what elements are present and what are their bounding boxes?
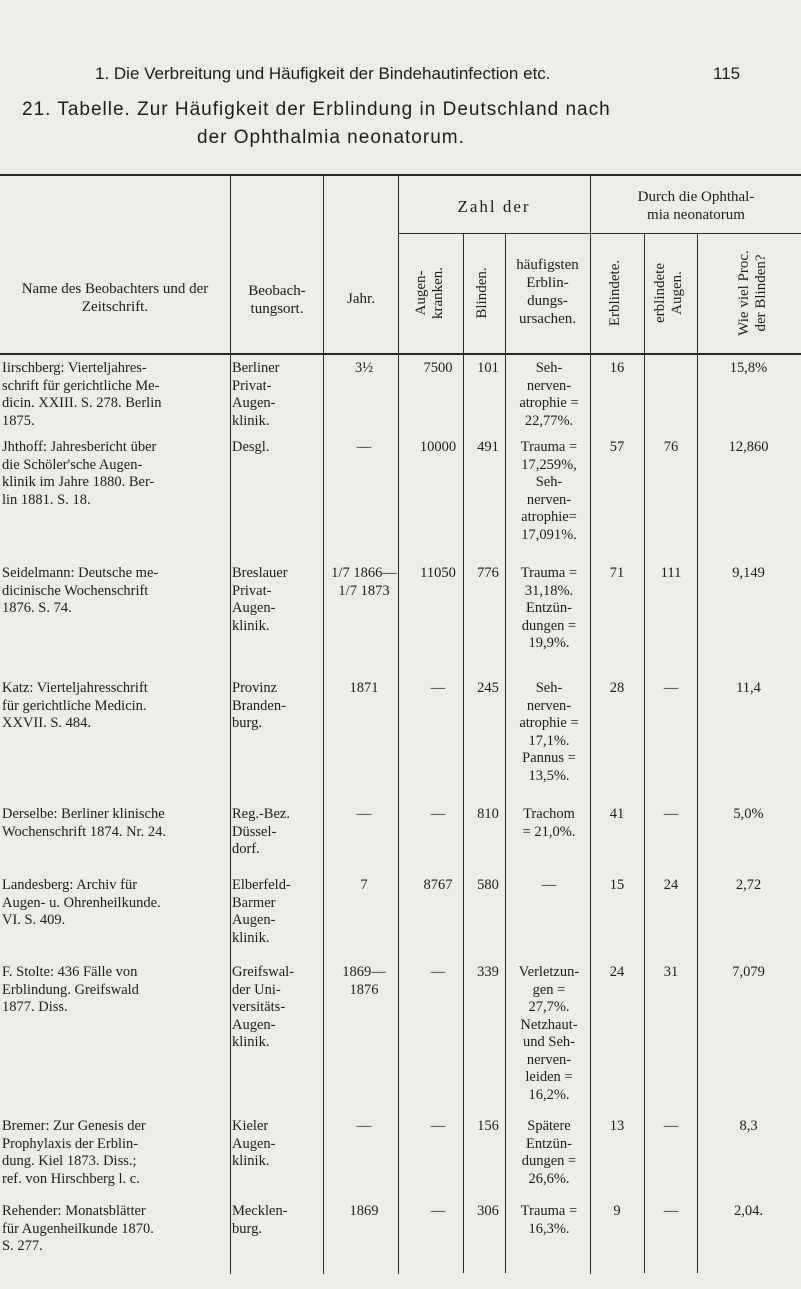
- vrule-2: [323, 174, 324, 1274]
- row-1-place: Berliner Privat- Augen- klinik.: [232, 360, 280, 429]
- header-prozent: Wie viel Proc. der Blinden?: [736, 250, 769, 336]
- row-6-cause: —: [541, 877, 557, 893]
- row-9-blinden: 306: [477, 1203, 499, 1219]
- row-8-year: —: [356, 1118, 372, 1134]
- row-8-kranken: —: [430, 1118, 446, 1134]
- row-9-erblindete: 9: [613, 1203, 621, 1219]
- row-8-prozent: 8,3: [739, 1118, 758, 1134]
- row-9-year: 1869: [349, 1203, 379, 1219]
- page-header: [0, 60, 801, 90]
- row-2-year: —: [356, 439, 372, 455]
- row-5-prozent: 5,0%: [733, 806, 764, 822]
- header-place: Beobach- tungsort.: [248, 283, 306, 317]
- row-4-name: Katz: Vierteljahresschrift für gerichtliche Medicin. XXVII. S. 484.: [2, 680, 148, 731]
- row-4-prozent: 11,4: [736, 680, 761, 696]
- row-1-name: Iirschberg: Vierteljahres- schrift für gerichtliche Me- dicin. XXIII. S. 278. Berlin 1875.: [2, 360, 162, 429]
- vrule-7: [644, 233, 645, 1273]
- caption-line-1: 21. Tabelle. Zur Häufigkeit der Erblindung in Deutschland nach: [22, 99, 611, 120]
- header-name: Name des Beobachters und der Zeitschrift.: [21, 281, 209, 315]
- row-3-year: 1/7 1866— 1/7 1873: [331, 565, 397, 599]
- row-2-name: Jhthoff: Jahresbericht über die Schöler'sche Augen- klinik im Jahre 1880. Ber- lin 1881. S. 18.: [2, 439, 157, 508]
- row-5-name: Derselbe: Berliner klinische Wochenschrift 1874. Nr. 24.: [2, 806, 166, 840]
- row-6-kranken: 8767: [423, 877, 453, 893]
- header-blinden: Blinden.: [474, 267, 490, 319]
- row-4-cause: Seh- nerven- atrophie = 17,1%. Pannus = 13,5%.: [519, 680, 579, 784]
- row-5-kranken: —: [430, 806, 446, 822]
- row-2-prozent: 12,860: [728, 439, 769, 455]
- row-3-cause: Trauma = 31,18%. Entzün- dungen = 19,9%.: [520, 565, 578, 651]
- row-3-place: Breslauer Privat- Augen- klinik.: [232, 565, 288, 634]
- row-5-place: Reg.-Bez. Düssel- dorf.: [232, 806, 290, 857]
- row-1-year: 3½: [354, 360, 374, 376]
- row-7-cause: Verletzun- gen = 27,7%. Netzhaut- und Seh- nerven- leiden = 16,2%.: [518, 964, 580, 1103]
- row-8-name: Bremer: Zur Genesis der Prophylaxis der Erblin- dung. Kiel 1873. Diss.; ref. von Hirschberg l. c.: [2, 1118, 146, 1187]
- row-2-blinden: 491: [477, 439, 499, 455]
- row-8-cause: Spätere Entzün- dungen = 26,6%.: [521, 1118, 577, 1187]
- header-erblindete-augen: erblindete Augen.: [652, 263, 685, 323]
- row-7-place: Greifswal- der Uni- versitäts- Augen- klinik.: [232, 964, 295, 1050]
- row-7-kranken: —: [430, 964, 446, 980]
- vrule-3: [398, 174, 399, 1274]
- row-9-cause: Trauma = 16,3%.: [520, 1203, 578, 1237]
- row-8-blinden: 156: [477, 1118, 499, 1134]
- row-7-blinden: 339: [477, 964, 499, 980]
- vrule-8: [697, 233, 698, 1273]
- rule-durch-sub: [590, 233, 801, 234]
- header-augenkranken: Augen- kranken.: [413, 266, 446, 320]
- row-6-blinden: 580: [477, 877, 499, 893]
- row-5-erblindete: 41: [609, 806, 625, 822]
- vrule-1: [230, 174, 231, 1274]
- row-6-name: Landesberg: Archiv für Augen- u. Ohrenheilkunde. VI. S. 409.: [2, 877, 161, 928]
- header-year: Jahr.: [347, 291, 375, 307]
- row-4-erblindete: 28: [609, 680, 625, 696]
- row-1-blinden: 101: [477, 360, 499, 376]
- row-4-place: Provinz Branden- burg.: [232, 680, 286, 731]
- row-9-kranken: —: [430, 1203, 446, 1219]
- row-2-kranken: 10000: [419, 439, 457, 455]
- row-2-cause: Trauma = 17,259%, Seh- nerven- atrophie= 17,091%.: [520, 439, 578, 543]
- caption-line-2: der Ophthalmia neonatorum.: [197, 127, 465, 148]
- row-7-name: F. Stolte: 436 Fälle von Erblindung. Greifswald 1877. Diss.: [2, 964, 139, 1015]
- row-4-augen: —: [663, 680, 679, 696]
- row-3-augen: 111: [660, 565, 682, 581]
- row-8-place: Kieler Augen- klinik.: [232, 1118, 276, 1169]
- row-9-name: Rehender: Monatsblätter für Augenheilkunde 1870. S. 277.: [2, 1203, 154, 1254]
- table-caption: [22, 96, 792, 152]
- row-9-augen: —: [663, 1203, 679, 1219]
- rule-header-bottom: [0, 353, 801, 355]
- row-3-name: Seidelmann: Deutsche me- dicinische Wochenschrift 1876. S. 74.: [2, 565, 159, 616]
- row-1-prozent: 15,8%: [729, 360, 768, 376]
- header-durch: Durch die Ophthal- mia neonatorum: [637, 189, 755, 223]
- header-erblindete: Erblindete.: [607, 259, 623, 327]
- row-9-place: Mecklen- burg.: [232, 1203, 288, 1237]
- row-6-erblindete: 15: [609, 877, 625, 893]
- row-5-blinden: 810: [477, 806, 499, 822]
- row-8-augen: —: [663, 1118, 679, 1134]
- row-7-augen: 31: [663, 964, 679, 980]
- page-number: 115: [713, 64, 741, 83]
- row-4-blinden: 245: [477, 680, 499, 696]
- row-3-blinden: 776: [477, 565, 499, 581]
- row-7-erblindete: 24: [609, 964, 625, 980]
- row-4-kranken: —: [430, 680, 446, 696]
- row-7-prozent: 7,079: [732, 964, 765, 980]
- row-1-erblindete: 16: [609, 360, 625, 376]
- running-title: 1. Die Verbreitung und Häufigkeit der Bindehautinfection etc.: [95, 64, 551, 83]
- rule-top: [0, 174, 801, 176]
- row-2-augen: 76: [663, 439, 679, 455]
- row-9-prozent: 2,04.: [734, 1203, 763, 1219]
- vrule-4: [463, 233, 464, 1273]
- row-6-augen: 24: [663, 877, 679, 893]
- row-6-prozent: 2,72: [735, 877, 762, 893]
- header-ursachen: häufigsten Erblin- dungs- ursachen.: [516, 257, 579, 327]
- row-8-erblindete: 13: [609, 1118, 625, 1134]
- row-1-cause: Seh- nerven- atrophie = 22,77%.: [519, 360, 579, 429]
- row-7-year: 1869— 1876: [342, 964, 386, 998]
- row-3-kranken: 11050: [420, 565, 456, 581]
- row-6-year: 7: [360, 877, 368, 893]
- header-zahl-der: Zahl der: [457, 197, 531, 216]
- row-1-kranken: 7500: [423, 360, 453, 376]
- row-5-augen: —: [663, 806, 679, 822]
- row-5-cause: Trachom = 21,0%.: [522, 806, 576, 840]
- data-table: [0, 170, 801, 1280]
- row-2-erblindete: 57: [609, 439, 625, 455]
- row-4-year: 1871: [349, 680, 379, 696]
- row-5-year: —: [356, 806, 372, 822]
- row-6-place: Elberfeld- Barmer Augen- klinik.: [232, 877, 291, 946]
- row-3-prozent: 9,149: [732, 565, 765, 581]
- row-3-erblindete: 71: [609, 565, 625, 581]
- row-2-place: Desgl.: [232, 439, 270, 455]
